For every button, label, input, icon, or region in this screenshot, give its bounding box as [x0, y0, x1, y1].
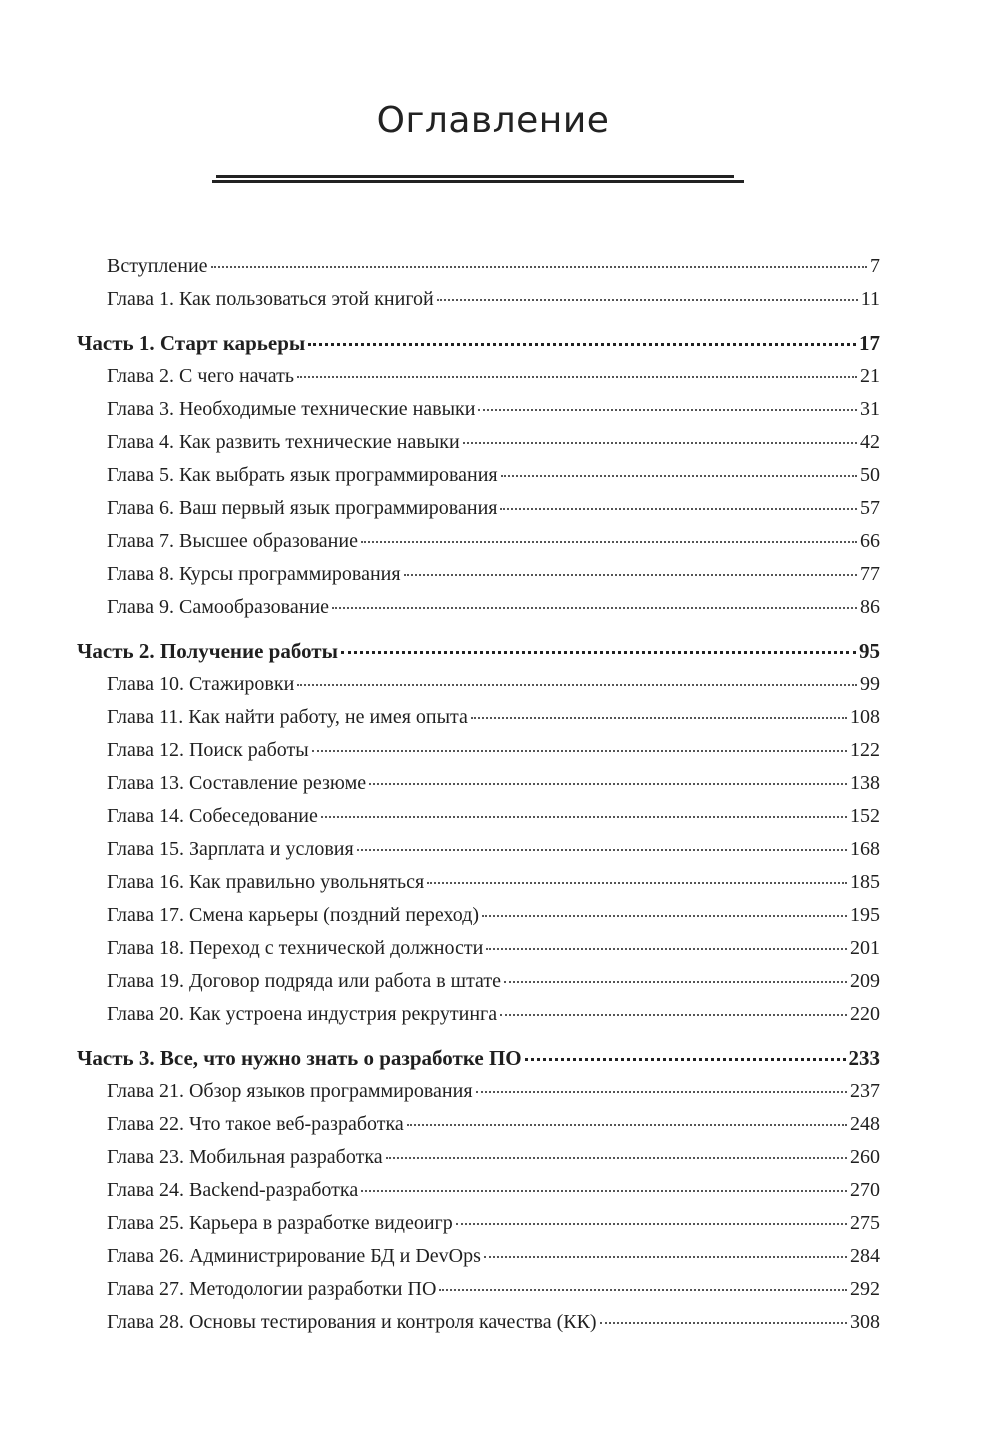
entry-title: Глава 10. Стажировки — [107, 673, 295, 695]
dot-leader — [332, 606, 857, 609]
entry-page-number: 292 — [850, 1278, 880, 1300]
entry-page-number: 275 — [850, 1212, 880, 1234]
entry-title: Глава 4. Как развить технические навыки — [107, 431, 460, 453]
dot-leader — [500, 1013, 847, 1016]
toc-chapter-entry — [77, 833, 880, 866]
dot-leader — [308, 342, 856, 346]
entry-title: Глава 28. Основы тестирования и контроля качества (КК) — [107, 1311, 597, 1333]
entry-page-number: 168 — [850, 838, 880, 860]
entry-title: Часть 2. Получение работы — [77, 639, 339, 663]
toc-chapter-entry — [77, 668, 880, 701]
entry-page-number: 138 — [850, 772, 880, 794]
dot-leader — [504, 980, 847, 983]
entry-title: Глава 18. Переход с технической должности — [107, 937, 484, 959]
entry-page-number: 17 — [859, 331, 880, 355]
entry-title: Глава 12. Поиск работы — [107, 739, 309, 761]
entry-page-number: 95 — [859, 639, 880, 663]
entry-page-number: 308 — [850, 1311, 880, 1333]
entry-title: Глава 9. Самообразование — [107, 596, 330, 618]
dot-leader — [361, 1189, 847, 1192]
entry-page-number: 260 — [850, 1146, 880, 1168]
toc-chapter-entry — [77, 360, 880, 393]
entry-title: Глава 17. Смена карьеры (поздний переход) — [107, 904, 480, 926]
entry-title: Глава 24. Backend-разработка — [107, 1179, 359, 1201]
entry-page-number: 21 — [860, 365, 880, 387]
toc-part-entry — [77, 635, 880, 668]
entry-page-number: 248 — [850, 1113, 880, 1135]
dot-leader — [386, 1156, 847, 1159]
entry-page-number: 7 — [870, 255, 880, 277]
dot-leader — [357, 848, 847, 851]
toc-chapter-entry — [77, 998, 880, 1031]
entry-title: Глава 6. Ваш первый язык программирования — [107, 497, 498, 519]
dot-leader — [312, 749, 847, 752]
toc-chapter-entry — [77, 1174, 880, 1207]
dot-leader — [361, 540, 857, 543]
toc-chapter-entry — [77, 965, 880, 998]
entry-title: Глава 22. Что такое веб-разработка — [107, 1113, 404, 1135]
entry-title: Глава 11. Как найти работу, не имея опыта — [107, 706, 468, 728]
dot-leader — [484, 1255, 847, 1258]
entry-page-number: 209 — [850, 970, 880, 992]
toc-chapter-entry — [77, 866, 880, 899]
toc-chapter-entry — [77, 701, 880, 734]
entry-title: Глава 1. Как пользоваться этой книгой — [107, 288, 434, 310]
dot-leader — [369, 782, 847, 785]
entry-title: Глава 2. С чего начать — [107, 365, 295, 387]
dot-leader — [501, 474, 857, 477]
toc-chapter-entry — [77, 1108, 880, 1141]
dot-leader — [437, 298, 858, 301]
toc-chapter-entry — [77, 767, 880, 800]
dot-leader — [476, 1090, 847, 1093]
dot-leader — [482, 914, 847, 917]
dot-leader — [463, 441, 857, 444]
toc-chapter-entry — [77, 1240, 880, 1273]
entry-title: Глава 16. Как правильно увольняться — [107, 871, 425, 893]
toc-chapter-entry — [77, 932, 880, 965]
toc-chapter-entry — [77, 393, 880, 426]
entry-title: Часть 1. Старт карьеры — [77, 331, 306, 355]
dot-leader — [478, 408, 857, 411]
dot-leader — [297, 683, 857, 686]
toc-chapter-entry — [77, 283, 880, 316]
toc-chapter-entry — [77, 1207, 880, 1240]
toc-chapter-entry — [77, 1075, 880, 1108]
entry-title: Глава 23. Мобильная разработка — [107, 1146, 383, 1168]
entry-title: Глава 25. Карьера в разработке видеоигр — [107, 1212, 453, 1234]
entry-title: Глава 19. Договор подряда или работа в штате — [107, 970, 502, 992]
dot-leader — [471, 716, 847, 719]
toc-chapter-entry — [77, 459, 880, 492]
dot-leader — [439, 1288, 847, 1291]
entry-page-number: 185 — [850, 871, 880, 893]
dot-leader — [427, 881, 847, 884]
entry-title: Глава 7. Высшее образование — [107, 530, 358, 552]
toc-chapter-entry — [77, 1273, 880, 1306]
toc-part-entry — [77, 327, 880, 360]
entry-title: Глава 3. Необходимые технические навыки — [107, 398, 476, 420]
entry-title: Глава 14. Собеседование — [107, 805, 318, 827]
dot-leader — [600, 1321, 847, 1324]
toc-chapter-entry — [77, 1141, 880, 1174]
entry-title: Глава 27. Методологии разработки ПО — [107, 1278, 437, 1300]
table-of-contents — [77, 250, 880, 1339]
entry-title: Глава 20. Как устроена индустрия рекрутинга — [107, 1003, 498, 1025]
toc-chapter-entry — [77, 1306, 880, 1339]
dot-leader — [407, 1123, 847, 1126]
entry-page-number: 220 — [850, 1003, 880, 1025]
toc-chapter-entry — [77, 734, 880, 767]
dot-leader — [341, 650, 856, 654]
dot-leader — [500, 507, 857, 510]
toc-chapter-entry — [77, 800, 880, 833]
toc-part-entry — [77, 1042, 880, 1075]
dot-leader — [456, 1222, 847, 1225]
entry-title: Глава 8. Курсы программирования — [107, 563, 401, 585]
title-rule-top — [216, 175, 734, 178]
toc-chapter-entry — [77, 250, 880, 283]
entry-page-number: 99 — [860, 673, 880, 695]
entry-page-number: 31 — [860, 398, 880, 420]
entry-page-number: 152 — [850, 805, 880, 827]
entry-title: Глава 13. Составление резюме — [107, 772, 367, 794]
dot-leader — [486, 947, 847, 950]
toc-chapter-entry — [77, 899, 880, 932]
toc-chapter-entry — [77, 591, 880, 624]
entry-page-number: 233 — [848, 1046, 880, 1070]
entry-title: Глава 26. Администрирование БД и DevOps — [107, 1245, 481, 1267]
entry-page-number: 284 — [850, 1245, 880, 1267]
entry-title: Часть 3. Все, что нужно знать о разработке ПО — [77, 1046, 522, 1070]
dot-leader — [525, 1057, 846, 1061]
title-rule-bottom — [212, 180, 744, 183]
entry-page-number: 270 — [850, 1179, 880, 1201]
entry-page-number: 122 — [850, 739, 880, 761]
dot-leader — [321, 815, 847, 818]
dot-leader — [297, 375, 857, 378]
entry-page-number: 108 — [850, 706, 880, 728]
entry-title: Глава 21. Обзор языков программирования — [107, 1080, 473, 1102]
entry-page-number: 195 — [850, 904, 880, 926]
entry-page-number: 57 — [860, 497, 880, 519]
toc-chapter-entry — [77, 492, 880, 525]
entry-page-number: 86 — [860, 596, 880, 618]
entry-title: Глава 15. Зарплата и условия — [107, 838, 354, 860]
entry-page-number: 50 — [860, 464, 880, 486]
entry-title: Глава 5. Как выбрать язык программирования — [107, 464, 498, 486]
dot-leader — [404, 573, 857, 576]
toc-chapter-entry — [77, 426, 880, 459]
entry-title: Вступление — [107, 255, 208, 277]
entry-page-number: 77 — [860, 563, 880, 585]
toc-chapter-entry — [77, 558, 880, 591]
toc-chapter-entry — [77, 525, 880, 558]
entry-page-number: 237 — [850, 1080, 880, 1102]
dot-leader — [211, 265, 867, 268]
entry-page-number: 66 — [860, 530, 880, 552]
entry-page-number: 11 — [860, 288, 880, 310]
entry-page-number: 42 — [860, 431, 880, 453]
page-title: Оглавление — [376, 100, 610, 141]
entry-page-number: 201 — [850, 937, 880, 959]
